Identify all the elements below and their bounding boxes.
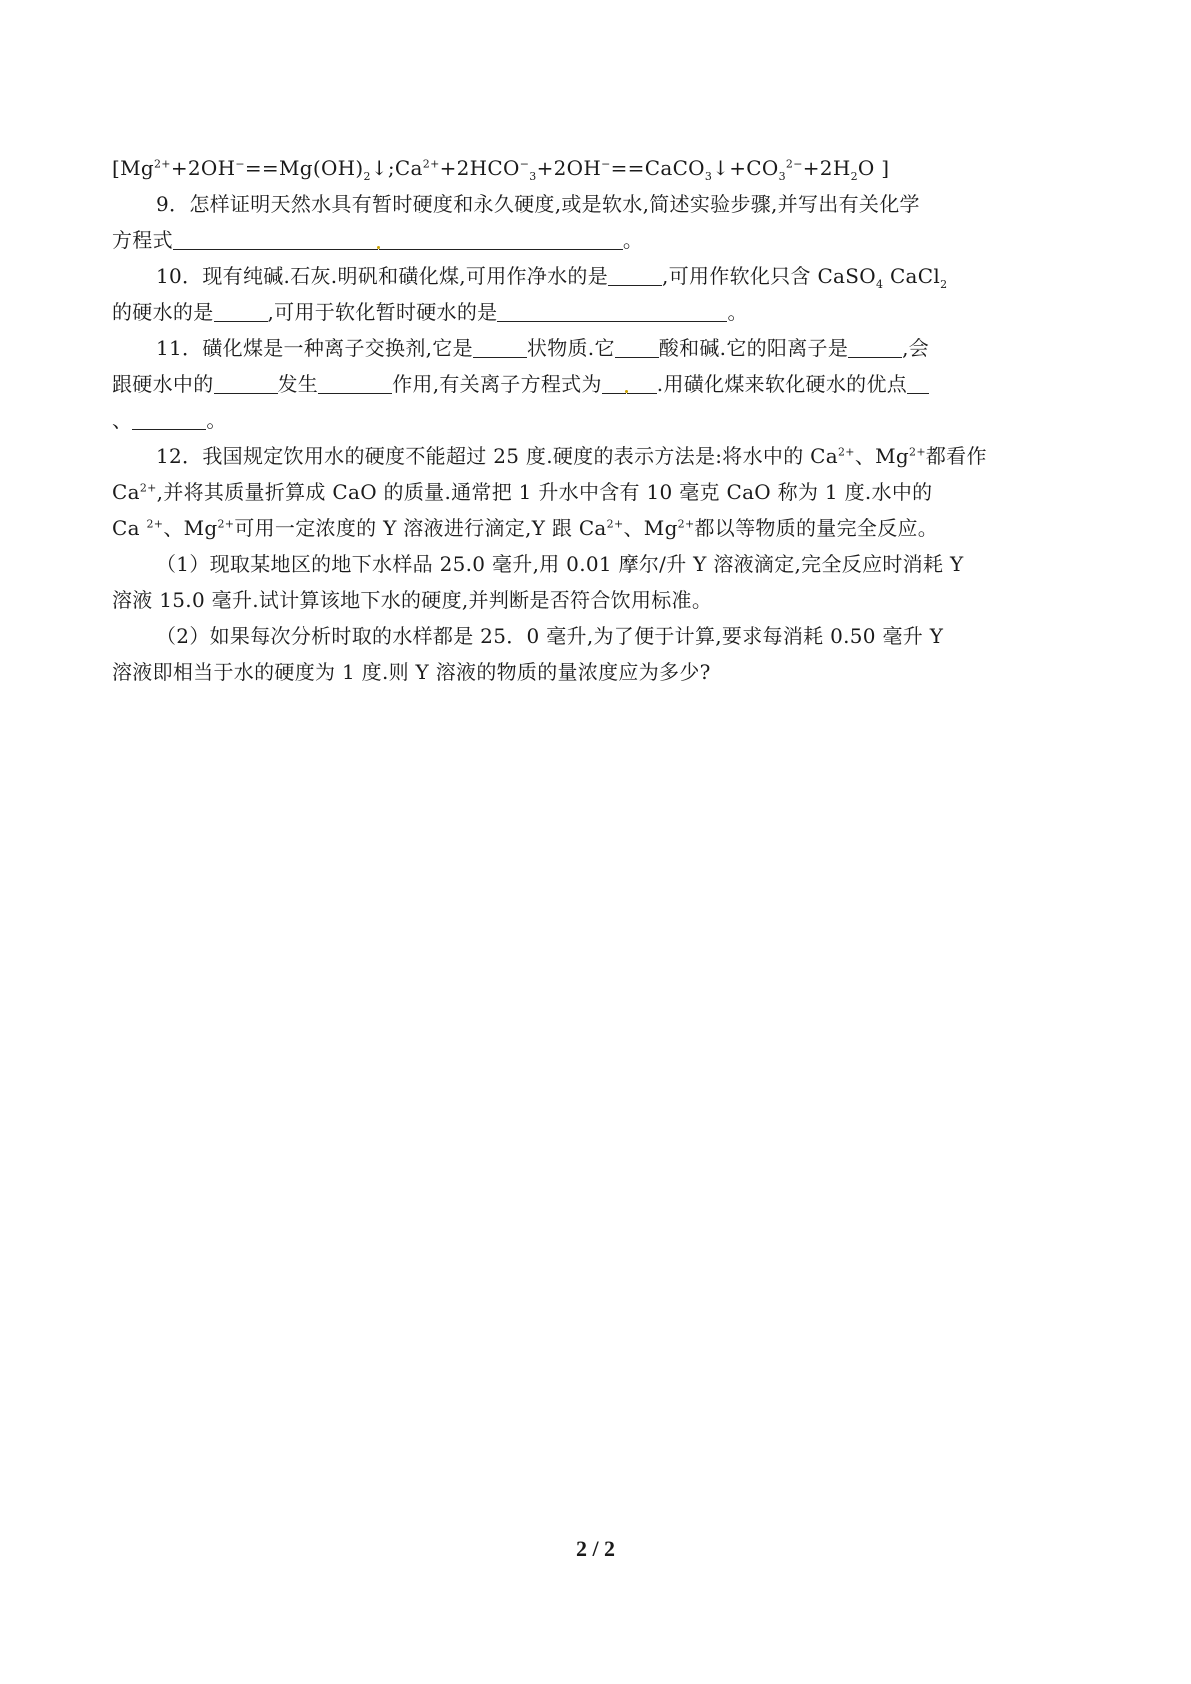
question-12-part-2-line-1: （2）如果每次分析时取的水样都是 25．0 毫升,为了便于计算,要求每消耗 0.50 毫升 Y	[156, 624, 944, 648]
answer-blank[interactable]	[848, 335, 902, 358]
answer-blank[interactable]	[318, 371, 392, 394]
eq-text: [Mg	[112, 156, 154, 180]
equation-line	[112, 150, 1092, 186]
question-10-line-1	[112, 258, 1092, 294]
eq-sup: −	[519, 157, 530, 171]
question-9-line-1: 9．怎样证明天然水具有暂时硬度和永久硬度,或是软水,简述实验步骤,并写出有关化学	[156, 192, 920, 216]
question-11-text: .用磺化煤来软化硬水的优点	[656, 372, 908, 396]
question-11-text: 发生	[277, 372, 319, 396]
question-11-text: 酸和碱.它的阳离子是	[658, 336, 849, 360]
formula-sub: 4	[875, 278, 884, 291]
question-12-text: 都看作	[925, 444, 987, 468]
answer-blank[interactable]	[379, 227, 623, 250]
question-12-text: Ca	[112, 516, 147, 540]
eq-text: +2HCO	[439, 156, 520, 180]
question-10-text: 10．现有纯碱.石灰.明矾和磺化煤,可用作净水的是	[156, 264, 609, 288]
ion-sup: 2+	[146, 517, 164, 531]
answer-blank[interactable]	[173, 227, 378, 250]
eq-text: O ]	[857, 156, 890, 180]
question-10-text: ,可用于软化暂时硬水的是	[267, 300, 498, 324]
answer-blank[interactable]	[907, 371, 929, 394]
eq-text: +2H	[802, 156, 851, 180]
page-content	[112, 150, 1092, 690]
eq-text: ↓;Ca	[370, 156, 423, 180]
eq-text: ↓+CO	[712, 156, 779, 180]
question-12-text: 都以等物质的量完全反应。	[694, 516, 939, 540]
answer-blank[interactable]	[602, 371, 626, 394]
eq-sub: 2	[363, 170, 371, 183]
question-12-text: 、Mg	[163, 516, 218, 540]
eq-sup: −	[601, 157, 611, 171]
question-12-part-2-line-2: 溶液即相当于水的硬度为 1 度.则 Y 溶液的物质的量浓度应为多少?	[112, 660, 711, 684]
question-12-line-2	[112, 474, 1092, 510]
answer-blank[interactable]	[132, 407, 206, 430]
question-10-line-2	[112, 294, 1092, 330]
question-10-end: 。	[727, 300, 748, 324]
question-12-line-3	[112, 510, 1092, 546]
eq-sup: 2+	[422, 157, 440, 171]
question-11-text: 跟硬水中的	[112, 372, 214, 396]
page-number: 2 / 2	[575, 1536, 616, 1561]
question-9-prefix: 方程式	[112, 228, 173, 252]
answer-blank[interactable]	[214, 299, 268, 322]
question-10-text: CaCl	[883, 264, 941, 288]
answer-blank[interactable]	[627, 371, 657, 394]
eq-text: +2OH	[536, 156, 602, 180]
question-12-text: Ca	[112, 480, 140, 504]
ion-sup: 2+	[217, 517, 235, 531]
eq-sub: 3	[704, 170, 713, 183]
ion-sup: 2+	[838, 445, 855, 459]
ion-sup: 2+	[139, 481, 157, 495]
question-10-text: ,可用作软化只含 CaSO	[662, 264, 876, 288]
eq-sup: 2−	[785, 157, 803, 171]
ion-sup: 2+	[606, 517, 624, 531]
question-12-text: 可用一定浓度的 Y 溶液进行滴定,Y 跟 Ca	[234, 516, 607, 540]
question-11-text: 11．磺化煤是一种离子交换剂,它是	[156, 336, 473, 360]
answer-blank[interactable]	[214, 371, 278, 394]
question-12-text: ,并将其质量折算成 CaO 的质量.通常把 1 升水中含有 10 毫克 CaO 称为 1 度.水中的	[156, 480, 933, 504]
question-12-text: 、Mg	[623, 516, 678, 540]
answer-blank[interactable]	[473, 335, 527, 358]
question-12-part-1-line-2: 溶液 15.0 毫升.试计算该地下水的硬度,并判断是否符合饮用标准。	[112, 588, 713, 612]
question-11-line-1	[112, 330, 1092, 366]
question-10-text: 的硬水的是	[112, 300, 214, 324]
question-11-line-3	[112, 402, 1092, 438]
answer-blank[interactable]	[497, 299, 727, 322]
question-12-text: 、Mg	[854, 444, 910, 468]
eq-text: ==CaCO	[610, 156, 705, 180]
eq-sub: 3	[529, 170, 537, 183]
eq-sup: −	[235, 157, 245, 171]
eq-text: +2OH	[170, 156, 236, 180]
question-11-text: 状物质.它	[526, 336, 615, 360]
ion-sup: 2+	[677, 517, 695, 531]
eq-sub: 3	[778, 170, 786, 183]
eq-sub: 2	[850, 170, 858, 183]
question-12-line-1	[112, 438, 1092, 474]
question-9-line-2	[112, 222, 1092, 258]
question-11-text: ,会	[902, 336, 930, 360]
question-11-text: 、	[112, 408, 133, 432]
answer-blank[interactable]	[615, 335, 659, 358]
question-11-end: 。	[206, 408, 227, 432]
ion-sup: 2+	[909, 445, 926, 459]
question-11-line-2	[112, 366, 1092, 402]
answer-blank[interactable]	[608, 263, 662, 286]
question-12-text: 12．我国规定饮用水的硬度不能超过 25 度.硬度的表示方法是:将水中的 Ca	[156, 444, 838, 468]
eq-text: ==Mg(OH)	[244, 156, 364, 180]
question-12-part-1-line-1: （1）现取某地区的地下水样品 25.0 毫升,用 0.01 摩尔/升 Y 溶液滴定,完全反应时消耗 Y	[156, 552, 964, 576]
eq-sup: 2+	[153, 157, 171, 171]
formula-sub: 2	[940, 278, 948, 291]
question-11-text: 作用,有关离子方程式为	[392, 372, 602, 396]
question-9-end: 。	[622, 228, 644, 252]
